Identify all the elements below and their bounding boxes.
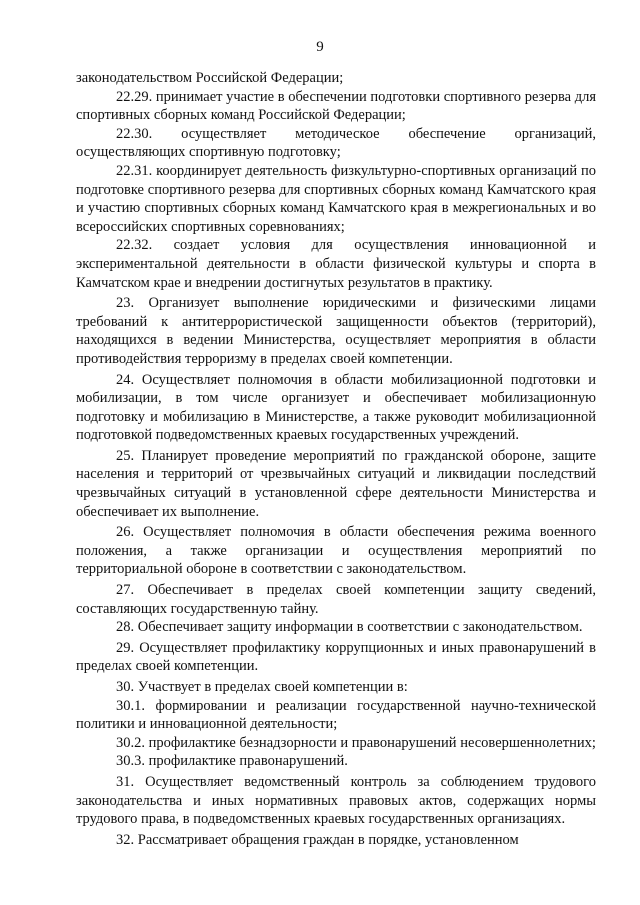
- paragraph-22-30: 22.30. осуществляет методическое обеспечение организаций, осуществляющих спортивную подготовку;: [76, 125, 596, 161]
- paragraph-28: 28. Обеспечивает защиту информации в соответствии с законодательством.: [116, 619, 583, 636]
- page-number: 9: [316, 39, 324, 55]
- paragraph-22-29: 22.29. принимает участие в обеспечении подготовки спортивного резерва для спортивных сборных команд Российской Федерации;: [76, 88, 596, 124]
- document-body: [76, 69, 596, 849]
- paragraph-24: 24. Осуществляет полномочия в области мобилизационной подготовки и мобилизации, в том числе организует и обеспечивает мобилизационную подготовку и мобилизацию в Министерстве, а также руководит мобилизационной подготовкой подведомственных краевых государственных учреждений.: [76, 371, 596, 444]
- paragraph-30-1: 30.1. формировании и реализации государственной научно-технической политики и инновационной деятельности;: [76, 697, 596, 733]
- paragraph-22-31: 22.31. координирует деятельность физкультурно-спортивных организаций по подготовке спортивного резерва для спортивных сборных команд Камчатского края и участию спортивных сборных команд Камчатского края в межрегиональных и во всероссийских спортивных соревнованиях;: [76, 162, 596, 235]
- paragraph-31: 31. Осуществляет ведомственный контроль за соблюдением трудового законодательства и иных нормативных правовых актов, содержащих нормы трудового права, в подведомственных краевых государственных организациях.: [76, 773, 596, 828]
- paragraph-26: 26. Осуществляет полномочия в области обеспечения режима военного положения, а также организации и осуществления мероприятий по территориальной обороне в соответствии с законодательством.: [76, 524, 596, 578]
- paragraph-30: 30. Участвует в пределах своей компетенции в:: [116, 679, 408, 695]
- paragraph-30-2: 30.2. профилактике безнадзорности и правонарушений несовершеннолетних;: [116, 734, 596, 751]
- paragraph-continuation: законодательством Российской Федерации;: [76, 70, 344, 86]
- paragraph-27: 27. Обеспечивает в пределах своей компетенции защиту сведений, составляющих государственную тайну.: [76, 582, 596, 617]
- paragraph-22-32: 22.32. создает условия для осуществления инновационной и экспериментальной деятельности в области физической культуры и спорта в Камчатском крае и внедрении достигнутых результатов в практику.: [76, 237, 596, 291]
- paragraph-32: 32. Рассматривает обращения граждан в порядке, установленном: [116, 831, 519, 848]
- paragraph-23: 23. Организует выполнение юридическими и физическими лицами требований к антитеррористической защищенности объектов (территорий), находящихся в ведении Министерства, осуществляет мероприятия в области противодействия терроризму в пределах своей компетенции.: [76, 295, 596, 367]
- paragraph-25: 25. Планирует проведение мероприятий по гражданской обороне, защите населения и территорий от чрезвычайных ситуаций и ликвидации последствий чрезвычайных ситуаций в установленной сфере деятельности Министерства и обеспечивает их выполнение.: [76, 447, 596, 520]
- paragraph-29: 29. Осуществляет профилактику коррупционных и иных правонарушений в пределах своей компетенции.: [76, 639, 596, 675]
- paragraph-30-3: 30.3. профилактике правонарушений.: [116, 753, 348, 770]
